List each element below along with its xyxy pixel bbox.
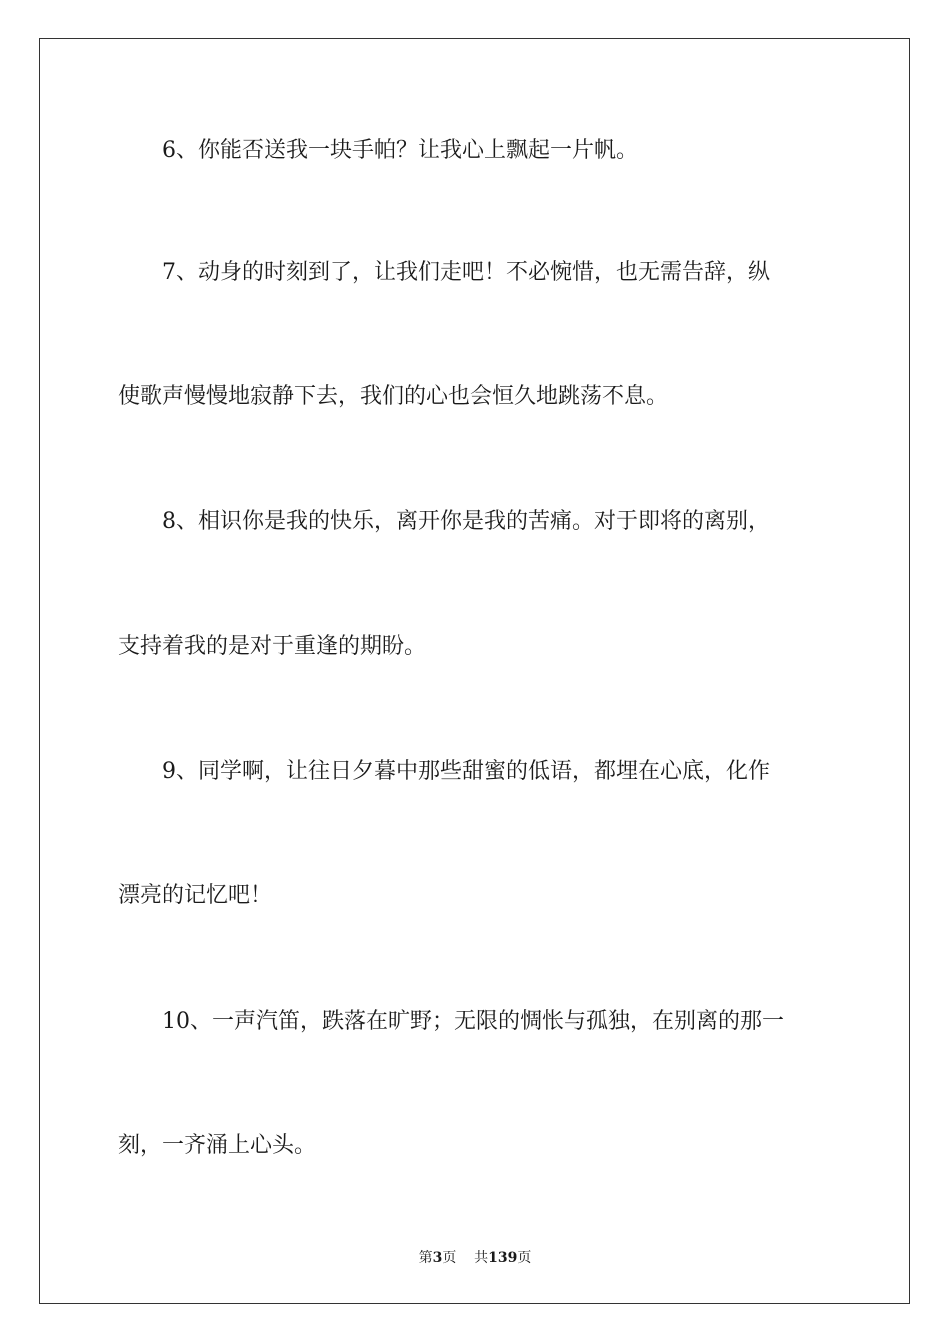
page-prefix: 第 — [418, 1250, 433, 1266]
page-number: 3 — [432, 1250, 443, 1266]
page-footer — [0, 1247, 950, 1267]
paragraph-6-line-1: 6、你能否送我一块手帕？让我心上飘起一片帆。 — [162, 138, 638, 163]
paragraph-10-line-1: 10、一声汽笛，跌落在旷野；无限的惆怅与孤独，在别离的那一 — [162, 1009, 784, 1034]
paragraph-10-line-2: 刻，一齐涌上心头。 — [118, 1133, 317, 1158]
page-border — [39, 38, 910, 1304]
paragraph-8-line-1: 8、相识你是我的快乐，离开你是我的苦痛。对于即将的离别， — [162, 509, 770, 534]
total-suffix: 页 — [517, 1250, 532, 1266]
total-prefix: 共 — [474, 1250, 489, 1266]
paragraph-7-line-1: 7、动身的时刻到了，让我们走吧！不必惋惜，也无需告辞，纵 — [162, 260, 770, 285]
paragraph-8-line-2: 支持着我的是对于重逢的期盼。 — [118, 634, 427, 659]
paragraph-9-line-1: 9、同学啊，让往日夕暮中那些甜蜜的低语，都埋在心底，化作 — [162, 759, 770, 784]
page-suffix: 页 — [442, 1250, 457, 1266]
paragraph-9-line-2: 漂亮的记忆吧！ — [118, 883, 273, 908]
total-pages: 139 — [488, 1250, 518, 1266]
paragraph-7-line-2: 使歌声慢慢地寂静下去，我们的心也会恒久地跳荡不息。 — [118, 384, 669, 409]
